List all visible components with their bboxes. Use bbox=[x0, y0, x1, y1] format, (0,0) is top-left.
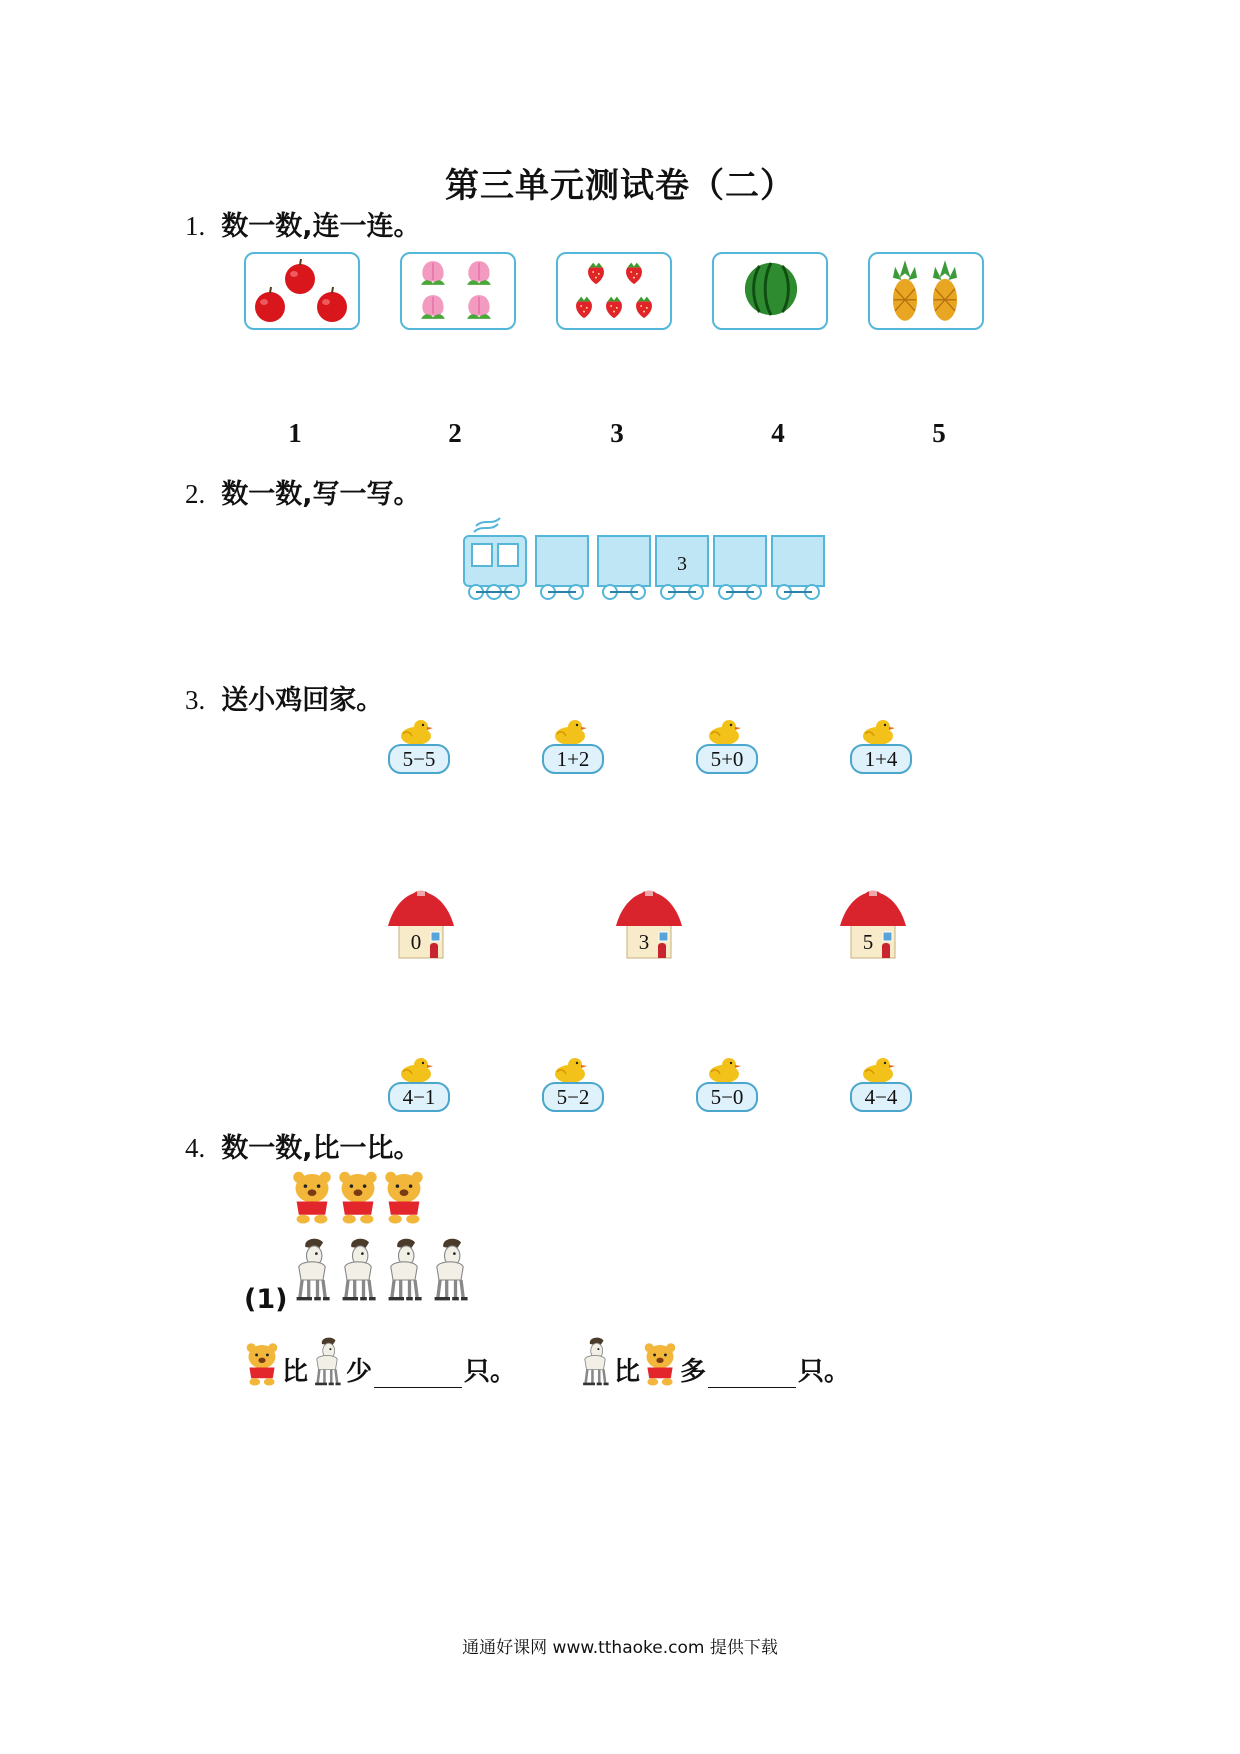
compare-word: 比 bbox=[614, 1357, 641, 1387]
goat-row bbox=[290, 1236, 480, 1302]
number-label-4[interactable]: 4 bbox=[771, 418, 785, 448]
question-text: 数一数,连一连。 bbox=[221, 211, 421, 242]
chick-expression[interactable]: 4−4 bbox=[850, 1082, 912, 1112]
bear-icon bbox=[290, 1168, 430, 1224]
number-label-5[interactable]: 5 bbox=[932, 418, 946, 448]
bear-icon bbox=[293, 1172, 330, 1224]
chick-icon bbox=[396, 1054, 436, 1084]
bear-row bbox=[290, 1168, 430, 1224]
answer-blank[interactable] bbox=[708, 1359, 796, 1388]
goat-icon bbox=[435, 1239, 468, 1299]
house-number: 0 bbox=[410, 930, 422, 954]
compare-word: 比 bbox=[282, 1357, 309, 1387]
chick-expression[interactable]: 5+0 bbox=[696, 744, 758, 774]
goat-icon bbox=[578, 1334, 612, 1388]
pineapple-box[interactable] bbox=[868, 252, 984, 330]
chick-expression[interactable]: 5−5 bbox=[388, 744, 450, 774]
bear-icon bbox=[339, 1172, 376, 1224]
question-number: 3. bbox=[185, 685, 206, 715]
number-label-1[interactable]: 1 bbox=[288, 418, 302, 448]
chick-icon bbox=[858, 716, 898, 746]
chick-icon bbox=[704, 1054, 744, 1084]
comparison-1 bbox=[244, 1334, 516, 1388]
house-number: 5 bbox=[862, 930, 874, 954]
apple-icon bbox=[246, 254, 358, 328]
watermelon-box[interactable] bbox=[712, 252, 828, 330]
peach-icon bbox=[402, 254, 514, 328]
goat-icon bbox=[290, 1236, 480, 1302]
strawberry-box[interactable] bbox=[556, 252, 672, 330]
question-text: 数一数,比一比。 bbox=[221, 1133, 421, 1164]
chick-icon bbox=[396, 716, 436, 746]
question-2 bbox=[185, 472, 421, 511]
goat-icon bbox=[310, 1334, 344, 1388]
question-4 bbox=[185, 1126, 421, 1165]
question-number: 2. bbox=[185, 479, 206, 509]
chick-expression[interactable]: 5−2 bbox=[542, 1082, 604, 1112]
train-illustration bbox=[460, 512, 830, 606]
bear-icon bbox=[385, 1172, 422, 1224]
peach-box[interactable] bbox=[400, 252, 516, 330]
footer-text: 通通好课网 www.tthaoke.com 提供下载 bbox=[462, 1638, 778, 1658]
pineapple-icon bbox=[870, 254, 982, 328]
house[interactable] bbox=[614, 884, 684, 964]
chick-expression[interactable]: 5−0 bbox=[696, 1082, 758, 1112]
compare-word: 多 bbox=[680, 1357, 707, 1387]
chick-expression[interactable]: 1+2 bbox=[542, 744, 604, 774]
chick-expression[interactable]: 1+4 bbox=[850, 744, 912, 774]
chick-icon bbox=[550, 1054, 590, 1084]
comparison-2 bbox=[578, 1334, 850, 1388]
unit-text: 只。 bbox=[798, 1357, 851, 1387]
page-title: 第三单元测试卷（二） bbox=[445, 166, 795, 206]
house-number: 3 bbox=[638, 930, 650, 954]
chick-expression[interactable]: 4−1 bbox=[388, 1082, 450, 1112]
question-text: 数一数,写一写。 bbox=[221, 479, 421, 510]
watermelon-icon bbox=[714, 254, 826, 328]
apple-box[interactable] bbox=[244, 252, 360, 330]
goat-icon bbox=[343, 1239, 376, 1299]
question-number: 1. bbox=[185, 211, 206, 241]
chick-icon bbox=[550, 716, 590, 746]
train-car-value: 3 bbox=[677, 553, 687, 575]
bear-icon bbox=[642, 1338, 678, 1388]
bear-icon bbox=[244, 1338, 280, 1388]
question-text: 送小鸡回家。 bbox=[221, 685, 384, 716]
answer-blank[interactable] bbox=[374, 1359, 462, 1388]
strawberry-icon bbox=[558, 254, 670, 328]
question-1 bbox=[185, 204, 421, 243]
question-number: 4. bbox=[185, 1133, 206, 1163]
unit-text: 只。 bbox=[464, 1357, 517, 1387]
goat-icon bbox=[297, 1239, 330, 1299]
goat-icon bbox=[389, 1239, 422, 1299]
house[interactable] bbox=[838, 884, 908, 964]
number-label-2[interactable]: 2 bbox=[448, 418, 462, 448]
house[interactable] bbox=[386, 884, 456, 964]
chick-icon bbox=[858, 1054, 898, 1084]
number-label-3[interactable]: 3 bbox=[610, 418, 624, 448]
compare-word: 少 bbox=[346, 1357, 373, 1387]
chick-icon bbox=[704, 716, 744, 746]
sub-question-label: (1) bbox=[244, 1284, 288, 1315]
question-3 bbox=[185, 678, 383, 717]
